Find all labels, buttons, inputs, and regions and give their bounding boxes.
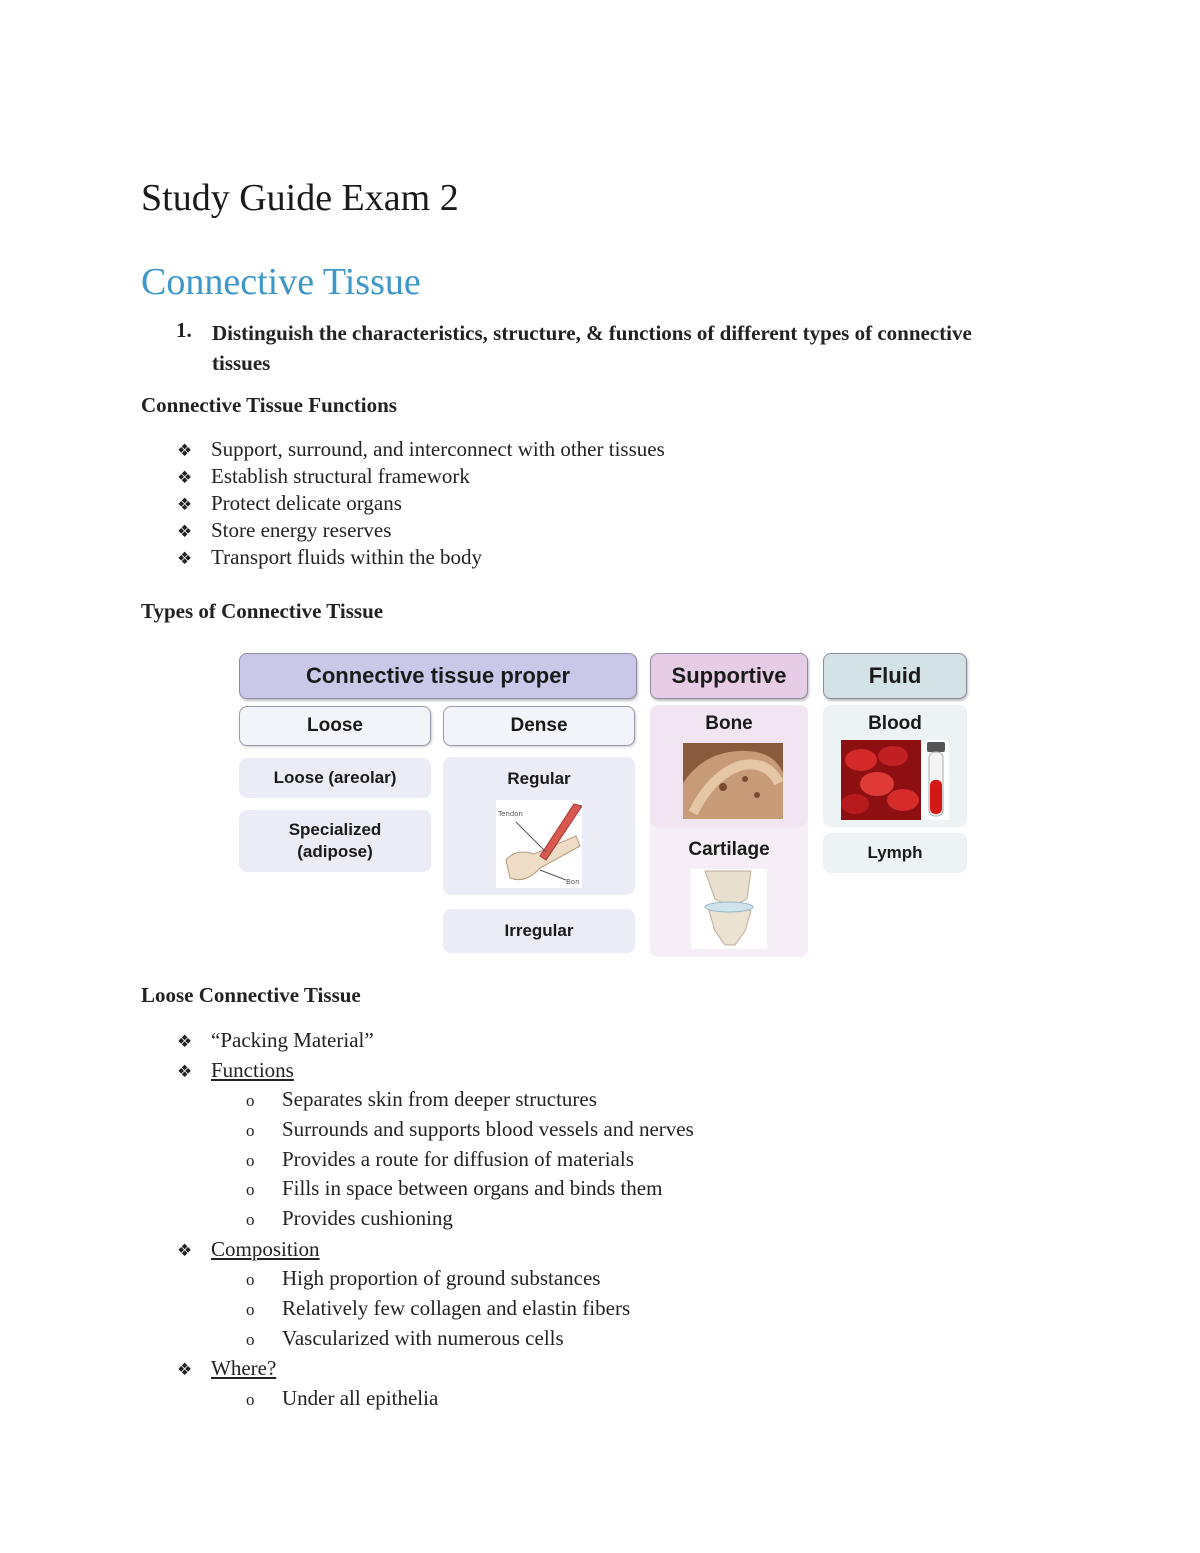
loose-heading: Loose Connective Tissue: [141, 983, 361, 1007]
types-heading: Types of Connective Tissue: [141, 599, 384, 623]
list-item: o High proportion of ground substances: [246, 1266, 601, 1290]
bullet-icon: ❖: [177, 495, 193, 515]
diagram-bone: Bone: [705, 713, 753, 734]
list-item: o Vascularized with numerous cells: [246, 1326, 564, 1350]
list-item: o Relatively few collagen and elastin fibers: [246, 1296, 631, 1320]
bullet-icon: ❖: [177, 1360, 193, 1380]
list-item: ❖ Protect delicate organs: [177, 491, 402, 515]
diagram-irregular: Irregular: [443, 909, 635, 953]
bullet-icon: ❖: [177, 1032, 193, 1052]
diagram-header-proper: Connective tissue proper: [239, 653, 637, 699]
diagram-header-fluid: Fluid: [823, 653, 967, 699]
bullet-icon: ❖: [177, 549, 193, 569]
functions-label: Functions: [211, 1058, 294, 1082]
bullet-icon: ❖: [177, 522, 193, 542]
list-item: [177, 1058, 294, 1083]
diagram-loose: Loose: [239, 706, 431, 746]
list-item: ❖ Support, surround, and interconnect with other tissues: [177, 437, 665, 461]
functions-heading: Connective Tissue Functions: [141, 393, 397, 417]
list-item: o Under all epithelia: [246, 1386, 439, 1410]
tendon-label: Tendon: [498, 810, 523, 818]
list-item: o Separates skin from deeper structures: [246, 1087, 597, 1111]
diagram-adipose: Specialized (adipose): [239, 810, 431, 872]
list-item: o Surrounds and supports blood vessels and nerves: [246, 1117, 694, 1141]
question-number: 1.: [176, 318, 192, 342]
list-item: o Provides cushioning: [246, 1206, 453, 1230]
blood-illustration: [841, 740, 949, 820]
tendon-illustration: [496, 800, 582, 888]
where-label: Where?: [211, 1356, 277, 1380]
bullet-icon: ❖: [177, 441, 193, 461]
list-item: ❖ Transport fluids within the body: [177, 545, 483, 569]
bone-small-label: Bon: [566, 878, 580, 886]
diagram-regular: Regular: [443, 757, 635, 895]
bone-illustration: [683, 743, 783, 819]
question-text: Distinguish the characteristics, structure, & functions of different types of connective tissues: [212, 321, 972, 375]
list-item: o Provides a route for diffusion of materials: [246, 1147, 634, 1171]
supportive-column: [650, 705, 808, 957]
list-item: ❖ “Packing Material”: [177, 1028, 374, 1052]
connective-tissue-diagram: [238, 652, 970, 958]
diagram-cartilage: Cartilage: [688, 839, 770, 860]
list-item: [177, 1237, 320, 1262]
bullet-icon: ❖: [177, 468, 193, 488]
bullet-icon: ❖: [177, 1062, 193, 1082]
composition-label: Composition: [211, 1237, 320, 1261]
document-title: Study Guide Exam 2: [141, 177, 459, 219]
list-item: ❖ Store energy reserves: [177, 518, 392, 542]
list-item: ❖ Establish structural framework: [177, 464, 470, 488]
diagram-header-supportive: Supportive: [650, 653, 808, 699]
list-item: o Fills in space between organs and binds them: [246, 1176, 663, 1200]
section-heading: Connective Tissue: [141, 261, 421, 303]
diagram-lymph: Lymph: [823, 833, 967, 873]
diagram-dense: Dense: [443, 706, 635, 746]
diagram-blood: Blood: [868, 713, 922, 734]
fluid-column: [823, 705, 967, 873]
cartilage-illustration: [691, 869, 767, 949]
bullet-icon: ❖: [177, 1241, 193, 1261]
list-item: [177, 1356, 276, 1381]
diagram-areolar: Loose (areolar): [239, 758, 431, 798]
